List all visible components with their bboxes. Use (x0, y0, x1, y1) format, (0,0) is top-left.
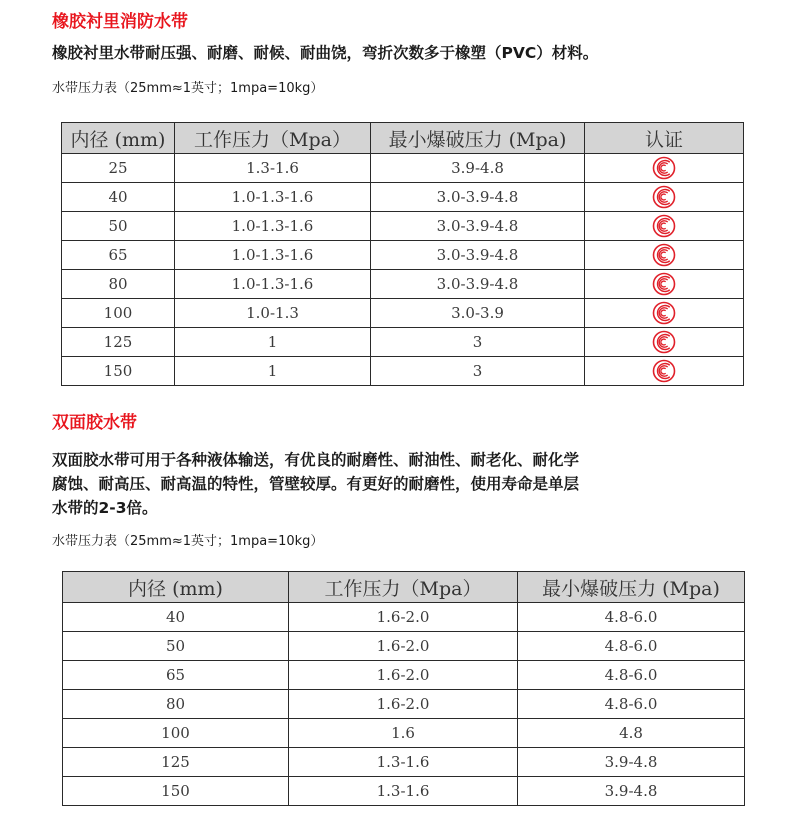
ccc-mark-icon (652, 185, 676, 209)
cell-diameter: 65 (62, 241, 175, 270)
cell-burst-pressure: 3.9-4.8 (371, 154, 585, 183)
cell-working-pressure: 1.3-1.6 (289, 748, 518, 777)
cell-burst-pressure: 3.9-4.8 (518, 748, 745, 777)
table-row (62, 357, 744, 386)
cell-burst-pressure: 3.0-3.9-4.8 (371, 270, 585, 299)
cell-certification (585, 357, 744, 386)
cell-certification (585, 183, 744, 212)
cell-working-pressure: 1.0-1.3-1.6 (175, 183, 371, 212)
table-body (63, 603, 745, 806)
table-header-row (63, 572, 745, 603)
cell-working-pressure: 1 (175, 328, 371, 357)
cell-burst-pressure: 4.8-6.0 (518, 632, 745, 661)
table-row (62, 270, 744, 299)
ccc-mark-icon (652, 272, 676, 296)
cell-diameter: 150 (63, 777, 289, 806)
section2-table-note: 水带压力表（25mm≈1英寸；1mpa=10kg） (52, 534, 324, 549)
cell-certification (585, 154, 744, 183)
table-row (63, 690, 745, 719)
header-working-pressure: 工作压力（Mpa） (289, 572, 518, 603)
cell-diameter: 50 (63, 632, 289, 661)
table-row (62, 299, 744, 328)
cell-diameter: 150 (62, 357, 175, 386)
cell-diameter: 40 (63, 603, 289, 632)
header-diameter: 内径 (mm) (62, 123, 175, 154)
cell-working-pressure: 1.0-1.3-1.6 (175, 241, 371, 270)
hose-pressure-table-1 (61, 122, 744, 386)
cell-diameter: 100 (63, 719, 289, 748)
header-working-pressure: 工作压力（Mpa） (175, 123, 371, 154)
cell-certification (585, 328, 744, 357)
section2-description-line: 双面胶水带可用于各种液体输送，有优良的耐磨性、耐油性、耐老化、耐化学 (52, 451, 580, 469)
cell-diameter: 65 (63, 661, 289, 690)
cell-diameter: 40 (62, 183, 175, 212)
section2-description-line: 水带的2-3倍。 (52, 499, 158, 517)
section2-title: 双面胶水带 (52, 413, 137, 433)
cell-working-pressure: 1.0-1.3-1.6 (175, 212, 371, 241)
cell-working-pressure: 1.3-1.6 (289, 777, 518, 806)
table-row (63, 661, 745, 690)
header-diameter: 内径 (mm) (63, 572, 289, 603)
cell-burst-pressure: 3 (371, 328, 585, 357)
section1-title: 橡胶衬里消防水带 (52, 12, 188, 32)
hose-pressure-table-2 (62, 571, 745, 806)
cell-working-pressure: 1.6-2.0 (289, 690, 518, 719)
cell-working-pressure: 1.6-2.0 (289, 603, 518, 632)
cell-burst-pressure: 3.0-3.9 (371, 299, 585, 328)
table-row (63, 777, 745, 806)
cell-working-pressure: 1.0-1.3 (175, 299, 371, 328)
header-burst-pressure: 最小爆破压力 (Mpa) (371, 123, 585, 154)
cell-certification (585, 241, 744, 270)
ccc-mark-icon (652, 243, 676, 267)
section1-description: 橡胶衬里水带耐压强、耐磨、耐候、耐曲饶，弯折次数多于橡塑（PVC）材料。 (52, 44, 599, 62)
cell-certification (585, 270, 744, 299)
cell-burst-pressure: 4.8-6.0 (518, 661, 745, 690)
ccc-mark-icon (652, 301, 676, 325)
table-body (62, 154, 744, 386)
section2-description-line: 腐蚀、耐高压、耐高温的特性，管壁较厚。有更好的耐磨性，使用寿命是单层 (52, 475, 580, 493)
table-row (62, 328, 744, 357)
cell-diameter: 50 (62, 212, 175, 241)
header-certification: 认证 (585, 123, 744, 154)
cell-burst-pressure: 3.0-3.9-4.8 (371, 183, 585, 212)
cell-burst-pressure: 3 (371, 357, 585, 386)
cell-diameter: 80 (62, 270, 175, 299)
table-row (62, 212, 744, 241)
table-row (63, 632, 745, 661)
ccc-mark-icon (652, 359, 676, 383)
cell-certification (585, 299, 744, 328)
cell-diameter: 100 (62, 299, 175, 328)
cell-burst-pressure: 3.9-4.8 (518, 777, 745, 806)
table-row (63, 748, 745, 777)
table-row (63, 603, 745, 632)
cell-burst-pressure: 3.0-3.9-4.8 (371, 241, 585, 270)
cell-working-pressure: 1.6-2.0 (289, 661, 518, 690)
table-row (62, 183, 744, 212)
cell-diameter: 80 (63, 690, 289, 719)
cell-working-pressure: 1.6 (289, 719, 518, 748)
ccc-mark-icon (652, 330, 676, 354)
cell-certification (585, 212, 744, 241)
section1-table-note: 水带压力表（25mm≈1英寸；1mpa=10kg） (52, 81, 324, 96)
table-row (63, 719, 745, 748)
table-row (62, 154, 744, 183)
cell-diameter: 125 (63, 748, 289, 777)
cell-burst-pressure: 3.0-3.9-4.8 (371, 212, 585, 241)
ccc-mark-icon (652, 214, 676, 238)
cell-working-pressure: 1.3-1.6 (175, 154, 371, 183)
ccc-mark-icon (652, 156, 676, 180)
cell-working-pressure: 1 (175, 357, 371, 386)
cell-burst-pressure: 4.8-6.0 (518, 690, 745, 719)
cell-burst-pressure: 4.8 (518, 719, 745, 748)
cell-diameter: 25 (62, 154, 175, 183)
table-row (62, 241, 744, 270)
table-header-row (62, 123, 744, 154)
cell-burst-pressure: 4.8-6.0 (518, 603, 745, 632)
header-burst-pressure: 最小爆破压力 (Mpa) (518, 572, 745, 603)
cell-diameter: 125 (62, 328, 175, 357)
cell-working-pressure: 1.0-1.3-1.6 (175, 270, 371, 299)
cell-working-pressure: 1.6-2.0 (289, 632, 518, 661)
